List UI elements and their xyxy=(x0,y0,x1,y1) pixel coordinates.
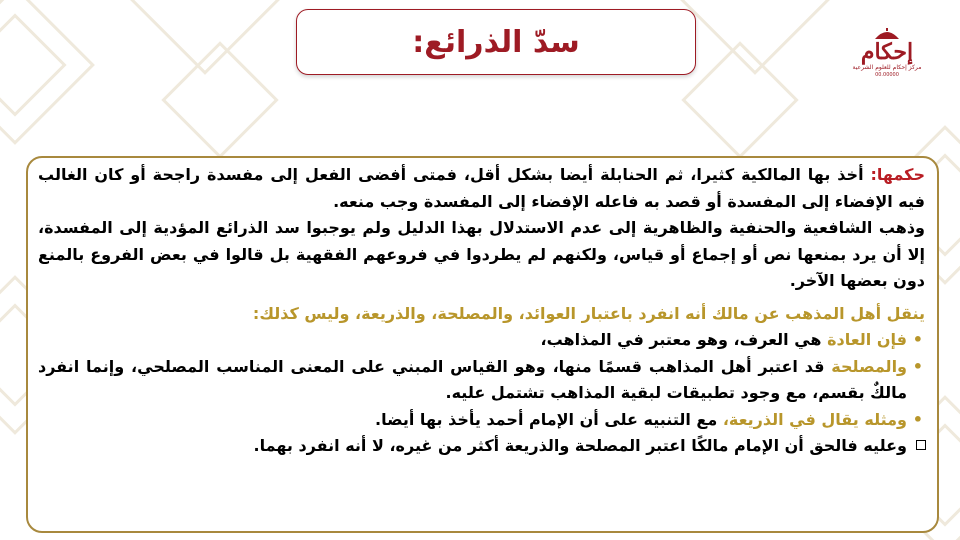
logo-name: إحكام xyxy=(860,39,914,65)
logo xyxy=(844,28,930,92)
content-box xyxy=(26,156,939,533)
conclusion xyxy=(38,433,925,460)
bullet-list xyxy=(38,327,925,433)
section-heading: ينقل أهل المذهب عن مالك أنه انفرد باعتبار العوائد، والمصلحة، والذريعة، وليس كذلك: xyxy=(252,303,925,323)
bullet-icon: • xyxy=(912,356,923,376)
ruling-label: حكمها: xyxy=(870,165,925,184)
list-item xyxy=(38,407,923,434)
paragraph-ruling xyxy=(38,162,925,215)
list-item xyxy=(38,327,923,354)
logo-subtitle: مركز إحكام للعلوم الشرعية xyxy=(852,64,922,71)
item-text: قد اعتبر أهل المذاهب قسمًا منها، وهو القياس المبني على المعنى المناسب المصلحي، وإنما انفرد مالكٌ بقسم، مع وجود تطبيقات لبقية المذاهب تشتمل عليه. xyxy=(38,356,907,402)
list-item xyxy=(38,354,923,407)
bullet-icon: • xyxy=(912,409,923,429)
item-highlight: ومثله يقال في الذريعة، xyxy=(722,409,907,429)
item-highlight: والمصلحة xyxy=(831,356,907,376)
conclusion-text: وعليه فالحق أن الإمام مالكًا اعتبر المصلحة والذريعة أكثر من غيره، لا أنه انفرد بهما. xyxy=(253,436,907,455)
item-text: مع التنبيه على أن الإمام أحمد يأخذ بها أيضا. xyxy=(375,409,723,429)
ruling-text: أخذ بها المالكية كثيرا، ثم الحنابلة أيضا بشكل أقل، فمتى أفضى الفعل إلى مفسدة راجحة أو كان الغالب فيه الإفضاء إلى المفسدة أو قصد به فاعله الإفضاء إلى المفسدة وجب منعه. xyxy=(38,165,925,211)
page-title: سدّ الذرائع: xyxy=(412,24,580,60)
bullet-icon: • xyxy=(912,330,923,349)
logo-number: 00.00000 xyxy=(875,72,899,78)
title-box xyxy=(296,9,696,75)
item-highlight: فإن العادة xyxy=(827,330,907,349)
paragraph-other-schools: وذهب الشافعية والحنفية والظاهرية إلى عدم الاستدلال بهذا الدليل ولم يوجبوا سد الذرائع المؤدية إلى المفسدة، إلا أن يرد بمنعها نص أو إجماع أو قياس، ولكنهم لم يطردوا في فروعهم الفقهية بل قالوا في بعض الفروع بالمنع دون بعضها الآخر. xyxy=(38,218,925,290)
item-text: هي العرف، وهو معتبر في المذاهب، xyxy=(540,330,828,349)
checkbox-icon xyxy=(916,440,926,450)
